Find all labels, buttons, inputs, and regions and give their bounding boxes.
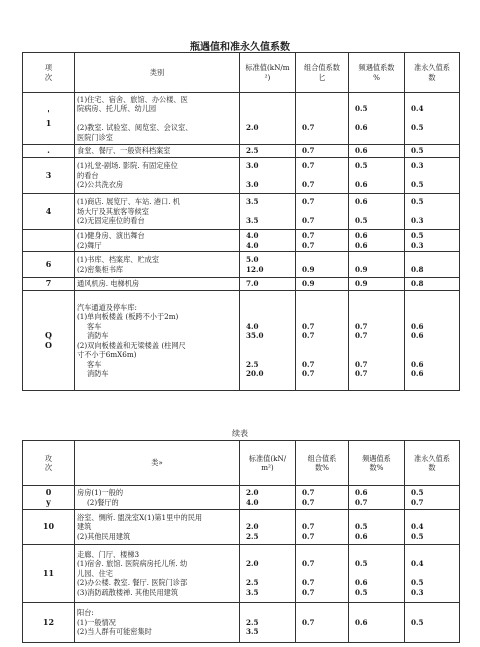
item-number: 11 [23, 545, 75, 603]
frequent-coef-cell: 0.6 [349, 145, 405, 158]
standard-value-cell: 3.0 3.0 [240, 158, 296, 194]
header-item-no: 项 次 [23, 53, 75, 93]
item-number: 4 [23, 194, 75, 230]
load-table [22, 52, 460, 391]
combination-coef-cell: 0.7 0.7 [296, 158, 349, 194]
header-standard-value: 标准值(kN/m ²) [240, 53, 296, 93]
table-row [23, 194, 460, 230]
frequent-coef-cell: 0.5 0.6 [349, 158, 405, 194]
table-row [23, 252, 460, 278]
combination-coef-cell: 0.7 0.7 [296, 510, 349, 545]
standard-value-cell: 2.5 3.5 [240, 603, 296, 643]
combination-coef-cell: 0.7 [296, 603, 349, 643]
table-row [23, 510, 460, 545]
quasi-permanent-coef-cell: 0.4 0.5 [405, 93, 460, 145]
table-row [23, 230, 460, 252]
combination-coef-cell: 0.9 [296, 278, 349, 291]
standard-value-cell: 4.0 35.0 2.5 20.0 [240, 291, 296, 391]
category-cell: 阳台: (1)一般情况 (2)当人群有可能密集时 [75, 603, 240, 643]
header-frequent-coef: 频遇值系 数% [349, 441, 405, 486]
header-combination-coef: 组合值系 数% [296, 441, 349, 486]
frequent-coef-cell: 0.7 0.7 0.7 0.7 [349, 291, 405, 391]
table-row [23, 545, 460, 603]
combination-coef-cell: 0.9 [296, 252, 349, 278]
table-row [23, 486, 460, 510]
frequent-coef-cell: 0.5 0.6 [349, 510, 405, 545]
combination-coef-cell: 0.7 0.7 0.7 [296, 545, 349, 603]
standard-value-cell: 4.0 4.0 [240, 230, 296, 252]
load-table-continued [22, 440, 460, 643]
category-cell: (1)礼堂-剧场. 影院. 有固定座位 的看台 (2)公共洗衣房 [75, 158, 240, 194]
page-title: 瓶遇值和准永久值系数 [190, 42, 290, 53]
frequent-coef-cell: 0.9 [349, 252, 405, 278]
header-standard-value: 标准值(kN/ m²) [240, 441, 296, 486]
table-row [23, 145, 460, 158]
table-row [23, 93, 460, 145]
quasi-permanent-coef-cell: 0.8 [405, 252, 460, 278]
frequent-coef-cell: 0.6 0.6 [349, 230, 405, 252]
item-number: 0 y [23, 486, 75, 510]
header-category: 类» [75, 441, 240, 486]
item-number: 12 [23, 603, 75, 643]
standard-value-cell: 2.0 2.5 [240, 510, 296, 545]
header-category: 类别 [75, 53, 240, 93]
header-combination-coef: 组合值系数 匕 [296, 53, 349, 93]
category-cell: (1)健身房、演出舞台 (2)舞厅 [75, 230, 240, 252]
table-row [23, 158, 460, 194]
table-row [23, 278, 460, 291]
combination-coef-cell: 0.7 0.7 [296, 194, 349, 230]
continued-label: 续表 [232, 429, 248, 438]
combination-coef-cell: 0.7 0.7 0.7 0.7 [296, 291, 349, 391]
quasi-permanent-coef-cell: 0.5 [405, 603, 460, 643]
quasi-permanent-coef-cell: 0.3 0.5 [405, 158, 460, 194]
standard-value-cell: 5.0 12.0 [240, 252, 296, 278]
frequent-coef-cell: 0.5 0.6 [349, 93, 405, 145]
item-number: 10 [23, 510, 75, 545]
quasi-permanent-coef-cell: 0.5 0.3 [405, 230, 460, 252]
frequent-coef-cell: 0.9 [349, 278, 405, 291]
header-frequent-coef: 频遇值系数 % [349, 53, 405, 93]
frequent-coef-cell: 0.6 0.7 [349, 486, 405, 510]
standard-value-cell: 2.0 2.5 3.5 [240, 545, 296, 603]
item-number: ' 1 [23, 93, 75, 145]
quasi-permanent-coef-cell: 0.5 [405, 145, 460, 158]
category-cell: 通风机房. 电梯机房 [75, 278, 240, 291]
combination-coef-cell: 0.7 0.7 [296, 230, 349, 252]
table-row [23, 291, 460, 391]
header-quasi-permanent-coef: 准永久值系 数 [405, 53, 460, 93]
item-number: 3 [23, 158, 75, 194]
category-cell: (1)商店. 展览厅、车站. 港口. 机 场大厅及其旅客等候室 (2)无固定座位的看台 [75, 194, 240, 230]
frequent-coef-cell: 0.5 0.6 0.5 [349, 545, 405, 603]
quasi-permanent-coef-cell: 0.4 0.5 0.3 [405, 545, 460, 603]
category-cell: (1)书库、档案库、贮成室 (2)密集柜书库 [75, 252, 240, 278]
standard-value-cell: 2.5 [240, 145, 296, 158]
header-quasi-permanent-coef: 准永久值系 数 [405, 441, 460, 486]
combination-coef-cell: 0.7 [296, 145, 349, 158]
item-number: Q O [23, 291, 75, 391]
standard-value-cell: 2.0 [240, 93, 296, 145]
quasi-permanent-coef-cell: 0.5 0.3 [405, 194, 460, 230]
standard-value-cell: 3.5 3.5 [240, 194, 296, 230]
category-cell: (1)住宅、宿舍、旅馆、办公楼、医 院病房、托儿所、幼儿园 (2)教室. 试验室、阅览室、会议室、 医院门诊室 [75, 93, 240, 145]
category-cell: 走廊、门厅、楼梯3 (1)宿舍. 旅馆. 医院病房托儿所. 幼 儿园、住宅 (2)办公楼. 教室. 餐厅. 医院门诊部 (3)消防疏散楼禅. 其他民用建筑 [75, 545, 240, 603]
category-cell: 房房(1)一般的 (2)餐厅的 [75, 486, 240, 510]
item-number: . [23, 145, 75, 158]
quasi-permanent-coef-cell: 0.4 0.5 [405, 510, 460, 545]
combination-coef-cell: 0.7 0.7 [296, 486, 349, 510]
item-number [23, 230, 75, 252]
quasi-permanent-coef-cell: 0.6 0.6 0.6 0.6 [405, 291, 460, 391]
item-number: 6 [23, 252, 75, 278]
category-cell: 汽车通道及停车库: (1)单向板楼盖 (板跨不小于2m) 客车 消防车 (2)双向板楼盖和无梁楼盖 (柱网尺 寸不小于6mX6m) 客车 消防车 [75, 291, 240, 391]
frequent-coef-cell: 0.6 0.5 [349, 194, 405, 230]
frequent-coef-cell: 0.6 [349, 603, 405, 643]
category-cell: 食堂、餐厅、一般资科档案室 [75, 145, 240, 158]
header-item-no: 攻 次 [23, 441, 75, 486]
quasi-permanent-coef-cell: 0.8 [405, 278, 460, 291]
standard-value-cell: 2.0 4.0 [240, 486, 296, 510]
item-number: 7 [23, 278, 75, 291]
table-row [23, 603, 460, 643]
standard-value-cell: 7.0 [240, 278, 296, 291]
combination-coef-cell: 0.7 [296, 93, 349, 145]
quasi-permanent-coef-cell: 0.5 0.7 [405, 486, 460, 510]
category-cell: 浴室、恻所. 盥洗室X(1)第1里中的民用 建筑 (2)其他民用建筑 [75, 510, 240, 545]
